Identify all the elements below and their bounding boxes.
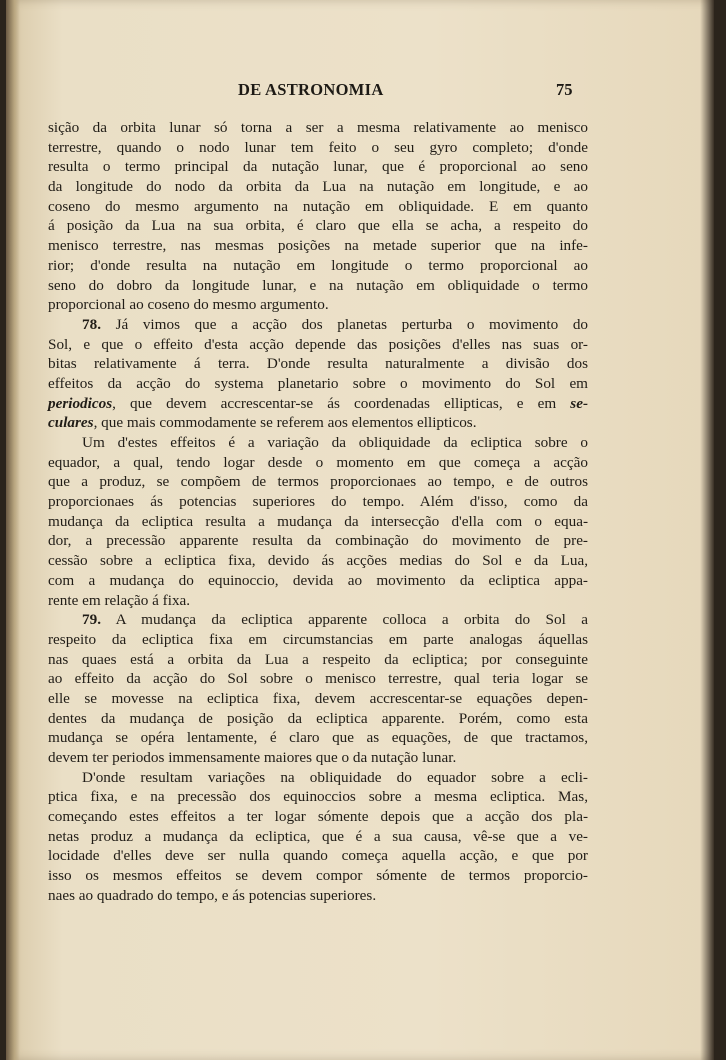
text-line: á posição da Lua na sua orbita, é claro que ella se acha, a respeito do	[48, 217, 588, 235]
text-line: respeito da ecliptica fixa em circumstancias em parte analogas áquellas	[48, 630, 588, 648]
text-line-italic: periodicos, que devem accrescentar-se ás coordenadas ellipticas, e em se-	[48, 394, 589, 412]
text-line: rior; d'onde resulta na nutação em longitude o termo proporcional ao	[48, 256, 588, 274]
text-line: elle se movesse na ecliptica fixa, devem accrescentar-se equações depen-	[48, 689, 588, 707]
text-line: isso os mesmos effeitos se devem compor sómente de termos proporcio-	[48, 867, 588, 885]
text-line: ao effeito da acção do Sol sobre o menisco terrestre, qual teria logar se	[48, 670, 588, 688]
text-line: começando estes effeitos a ter logar sómente depois que a acção dos pla-	[48, 808, 588, 826]
text-line: Sol, e que o effeito d'esta acção depende das posições d'elles nas suas or-	[48, 335, 588, 353]
text-line: resulta o termo principal da nutação lunar, que é proporcional ao seno	[48, 158, 588, 176]
paragraph-78-line: 78. Já vimos que a acção dos planetas perturba o movimento do	[82, 315, 589, 333]
text-line: Um d'estes effeitos é a variação da obliquidade da ecliptica sobre o	[82, 434, 588, 451]
text-line: dor, a precessão apparente resulta da combinação do movimento de pre-	[48, 532, 588, 550]
text-line-italic: culares, que mais commodamente se referem aos elementos ellipticos.	[48, 414, 477, 432]
text-line: bitas relativamente á terra. D'onde resulta naturalmente a divisão dos	[48, 355, 588, 373]
text-line: proporcionaes ás potencias superiores do tempo. Além d'isso, como da	[48, 493, 588, 511]
page-number: 75	[556, 80, 573, 99]
text-line: coseno do mesmo argumento na nutação em obliquidade. E em quanto	[48, 197, 588, 215]
text-line: dentes da mudança de posição da ecliptica apparente. Porém, como esta	[48, 709, 588, 727]
text-line: mudança da ecliptica resulta a mudança da intersecção d'ella com o equa-	[48, 512, 588, 530]
text-line: sição da orbita lunar só torna a ser a mesma relativamente ao menisco	[48, 119, 588, 136]
page-gutter-shadow	[6, 0, 20, 1060]
text-line: terrestre, quando o nodo lunar tem feito o seu gyro completo; d'onde	[48, 138, 588, 156]
paragraph-number: 78.	[82, 315, 101, 333]
paragraph-79-line: 79. A mudança da ecliptica apparente colloca a orbita do Sol a	[82, 611, 588, 629]
text-line: locidade d'elles deve ser nulla quando começa aquella acção, e que por	[48, 847, 588, 865]
text-line: menisco terrestre, nas mesmas posições na metade superior que na infe-	[48, 237, 588, 255]
text-line: da longitude do nodo da orbita da Lua na nutação em longitude, e ao	[48, 178, 588, 196]
text-line: devem ter periodos immensamente maiores que o da nutação lunar.	[48, 749, 457, 766]
text-line: nas quaes está a orbita da Lua a respeito da ecliptica; por conseguinte	[48, 650, 588, 668]
text-line: D'onde resultam variações na obliquidade do equador sobre a ecli-	[82, 768, 588, 786]
text-line: equador, a qual, tendo logar desde o momento em que começa a acção	[48, 453, 588, 471]
paragraph-number: 79.	[82, 611, 101, 629]
text-line: naes ao quadrado do tempo, e ás potencias superiores.	[48, 886, 377, 904]
running-head: DE ASTRONOMIA	[238, 80, 384, 99]
text-line: com a mudança do equinoccio, devida ao movimento da ecliptica appa-	[48, 571, 588, 589]
body-text	[48, 118, 588, 906]
text-line: seno do dobro da longitude lunar, e na nutação em obliquidade o termo	[48, 276, 588, 294]
text-line: ptica fixa, e na precessão dos equinoccios sobre a mesma ecliptica. Mas,	[48, 788, 588, 806]
text-line: cessão sobre a ecliptica fixa, devido ás acções medias do Sol e da Lua,	[48, 552, 588, 570]
page-header	[6, 80, 714, 104]
text-line: netas produz a mudança da ecliptica, que é a sua causa, vê-se que a ve-	[48, 827, 588, 845]
text-line: effeitos da acção do systema planetario sobre o movimento do Sol em	[48, 374, 588, 392]
book-page	[6, 0, 714, 1060]
text-line: proporcional ao coseno do mesmo argumento.	[48, 296, 329, 314]
text-line: que a produz, se compõem de termos proporcionaes ao tempo, e de outros	[48, 473, 588, 491]
text-line: mudança se opéra lentamente, é claro que as equações, de que tractamos,	[48, 729, 588, 747]
text-line: rente em relação á fixa.	[48, 591, 191, 609]
page-edge-shadow	[700, 0, 714, 1060]
